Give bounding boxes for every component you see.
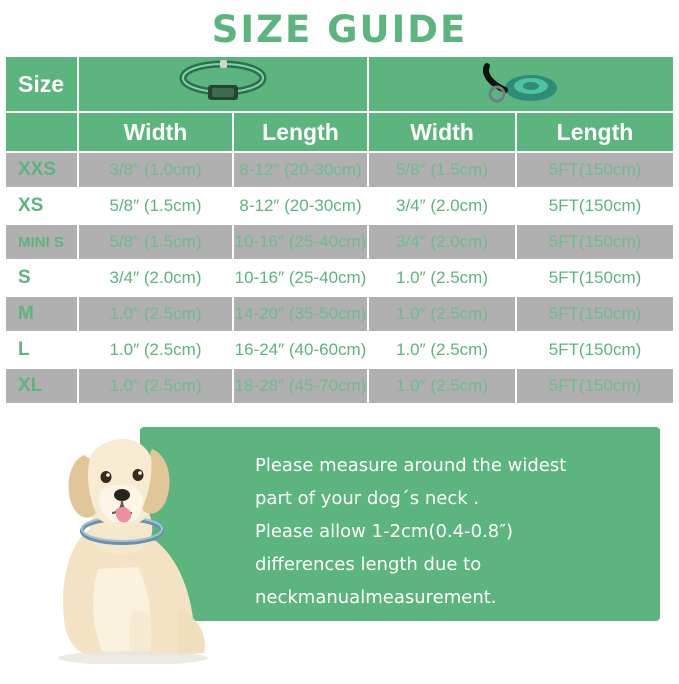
row-collar-length: 10-16″ (25-40cm) — [233, 224, 368, 260]
row-leash-width: 3/4″ (2.0cm) — [368, 224, 516, 260]
row-size-label: XL — [6, 368, 78, 403]
row-size-label: S — [6, 260, 78, 296]
row-collar-width: 1.0″ (2.5cm) — [78, 332, 233, 368]
table-subheader-row — [6, 112, 673, 152]
row-leash-width: 1.0″ (2.5cm) — [368, 368, 516, 403]
row-leash-width: 1.0″ (2.5cm) — [368, 332, 516, 368]
table-row — [6, 224, 673, 260]
row-collar-length: 8-12″ (20-30cm) — [233, 152, 368, 188]
note-line-3: Please allow 1-2cm(0.4-0.8″) — [255, 521, 513, 542]
page-title: SIZE GUIDE — [211, 8, 468, 51]
collar-product-image-cell — [78, 57, 368, 112]
row-collar-length: 16-24″ (40-60cm) — [233, 332, 368, 368]
row-leash-length: 5FT(150cm) — [516, 296, 673, 332]
row-size-label: XS — [6, 188, 78, 224]
table-header-images-row — [6, 57, 673, 112]
table-row — [6, 296, 673, 332]
size-column-header: Size — [6, 57, 78, 112]
subheader-leash-length: Length — [516, 112, 673, 152]
row-leash-length: 5FT(150cm) — [516, 260, 673, 296]
row-collar-width: 3/4″ (2.0cm) — [78, 260, 233, 296]
row-size-label: XXS — [6, 152, 78, 188]
row-size-label: L — [6, 332, 78, 368]
row-collar-width: 3/8″ (1.0cm) — [78, 152, 233, 188]
note-line-1: Please measure around the widest — [255, 455, 567, 476]
note-line-5: neckmanualmeasurement. — [255, 587, 497, 608]
size-table-container — [6, 57, 673, 403]
row-leash-length: 5FT(150cm) — [516, 368, 673, 403]
row-collar-length: 18-28″ (45-70cm) — [233, 368, 368, 403]
note-line-4: differences length due to — [255, 554, 482, 575]
row-leash-length: 5FT(150cm) — [516, 224, 673, 260]
row-leash-width: 3/4″ (2.0cm) — [368, 188, 516, 224]
row-collar-length: 10-16″ (25-40cm) — [233, 260, 368, 296]
row-collar-length: 14-20″ (35-50cm) — [233, 296, 368, 332]
row-collar-width: 1.0″ (2.5cm) — [78, 368, 233, 403]
table-row — [6, 260, 673, 296]
table-row — [6, 332, 673, 368]
leash-product-image-cell — [368, 57, 673, 112]
subheader-leash-width: Width — [368, 112, 516, 152]
row-collar-width: 5/8″ (1.5cm) — [78, 188, 233, 224]
row-leash-length: 5FT(150cm) — [516, 152, 673, 188]
size-guide-table — [6, 57, 673, 403]
row-size-label: M — [6, 296, 78, 332]
row-leash-width: 1.0″ (2.5cm) — [368, 296, 516, 332]
note-line-2: part of your dog´s neck . — [255, 488, 480, 509]
measurement-note-text — [255, 449, 655, 614]
bottom-section — [0, 409, 679, 669]
subheader-collar-width: Width — [78, 112, 233, 152]
row-collar-length: 8-12″ (20-30cm) — [233, 188, 368, 224]
row-leash-length: 5FT(150cm) — [516, 188, 673, 224]
dog-collar-icon — [168, 58, 278, 111]
row-collar-width: 1.0″ (2.5cm) — [78, 296, 233, 332]
row-leash-length: 5FT(150cm) — [516, 332, 673, 368]
dog-leash-icon — [461, 58, 581, 111]
row-leash-width: 1.0″ (2.5cm) — [368, 260, 516, 296]
row-collar-width: 5/8″ (1.5cm) — [78, 224, 233, 260]
row-leash-width: 5/8″ (1.5cm) — [368, 152, 516, 188]
subheader-collar-length: Length — [233, 112, 368, 152]
table-row — [6, 152, 673, 188]
subheader-blank-cell — [6, 112, 78, 152]
table-row — [6, 188, 673, 224]
dog-photo — [28, 409, 243, 664]
row-size-label: MINI S — [6, 224, 78, 260]
table-row — [6, 368, 673, 403]
